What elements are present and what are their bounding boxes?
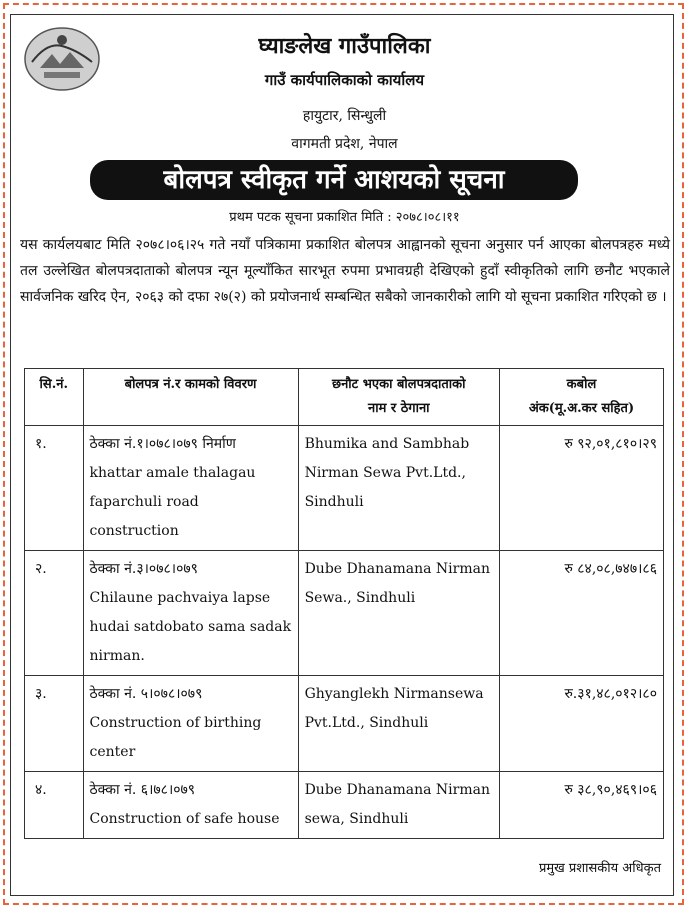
header-bidder-line2: नाम र ठेगाना xyxy=(367,401,430,416)
row-sn: ३. xyxy=(25,676,84,772)
row-sn: २. xyxy=(25,551,84,676)
table-row xyxy=(25,426,664,551)
row-contract-no: ठेक्का नं. ५।०७८।०७९ xyxy=(89,686,203,702)
row-contract-no: ठेक्का नं. ६।७८।०७९ xyxy=(89,782,196,798)
province-name: वागमती प्रदेश, नेपाल xyxy=(291,136,398,152)
row-description xyxy=(83,426,298,551)
header-amount xyxy=(499,369,663,426)
notice-paragraph: यस कार्यलयबाट मिति २०७८।०६।२५ गते नयाँ पत्रिकामा प्रकाशित बोलपत्र आह्वानको सूचना अनुसार पर्न आएका बोलपत्रहरु मध्ये तल उल्लेखित बोलपत्रदाताको बोलपत्र न्यून मूल्याँकित सारभूत रुपमा प्रभावग्रही देखिएको हुदाँ स्वीकृतिको लागि छनौट भएकाले सार्वजनिक खरिद ऐन, २०६३ को दफा २७(२) को प्रयोजनार्थ सम्बन्धित सबैको जानकारीको लागि यो सूचना प्रकाशित गरिएको छ । xyxy=(20,237,670,305)
row-bidder: Dube Dhanamana Nirman Sewa., Sindhuli xyxy=(298,551,499,676)
header-bidder xyxy=(298,369,499,426)
row-work-desc: khattar amale thalagau faparchuli road construction xyxy=(89,465,256,539)
row-bidder: Bhumika and Sambhab Nirman Sewa Pvt.Ltd., Sindhuli xyxy=(298,426,499,551)
header-bidder-line1: छनौट भएका बोलपत्रदाताको xyxy=(331,377,466,392)
row-work-desc: Construction of birthing center xyxy=(89,715,262,760)
row-work-desc: Chilaune pachvaiya lapse hudai satdobato sama sadak nirman. xyxy=(89,590,292,664)
row-description xyxy=(83,551,298,676)
row-description xyxy=(83,676,298,772)
row-amount: रु.३१,४८,०१२।८० xyxy=(499,676,663,772)
row-amount: रु ९२,०१,८१०।२९ xyxy=(499,426,663,551)
row-sn: ४. xyxy=(25,772,84,839)
row-contract-no: ठेक्का नं.१।०७८।०७९ निर्माण xyxy=(89,436,236,452)
table-row xyxy=(25,551,664,676)
row-contract-no: ठेक्का नं.३।०७८।०७९ xyxy=(89,561,198,577)
header-description: बोलपत्र नं.र कामको विवरण xyxy=(83,369,298,426)
table-row xyxy=(25,676,664,772)
municipality-name: घ्याङलेख गाउँपालिका xyxy=(258,33,431,59)
header-sn: सि.नं. xyxy=(25,369,84,426)
notice-title-banner: बोलपत्र स्वीकृत गर्ने आशयको सूचना xyxy=(90,160,578,200)
header-amount-line2: अंक(मू.अ.कर सहित) xyxy=(528,401,635,416)
row-work-desc: Construction of safe house xyxy=(89,811,280,827)
table-header-row xyxy=(25,369,664,426)
row-amount: रु ३८,९०,४६९।०६ xyxy=(499,772,663,839)
office-location: हायुटार, सिन्धुली xyxy=(302,108,387,124)
table-row xyxy=(25,772,664,839)
header-amount-line1: कबोल xyxy=(566,377,597,392)
row-amount: रु ८४,०८,७४७।८६ xyxy=(499,551,663,676)
row-sn: १. xyxy=(25,426,84,551)
row-bidder: Dube Dhanamana Nirman sewa, Sindhuli xyxy=(298,772,499,839)
publication-date: प्रथम पटक सूचना प्रकाशित मिति : २०७८।०८।११ xyxy=(229,210,460,225)
bid-table xyxy=(24,368,664,839)
row-description xyxy=(83,772,298,839)
office-name: गाउँ कार्यपालिकाको कार्यालय xyxy=(264,71,425,89)
row-bidder: Ghyanglekh Nirmansewa Pvt.Ltd., Sindhuli xyxy=(298,676,499,772)
signatory-title: प्रमुख प्रशासकीय अधिकृत xyxy=(538,861,661,876)
